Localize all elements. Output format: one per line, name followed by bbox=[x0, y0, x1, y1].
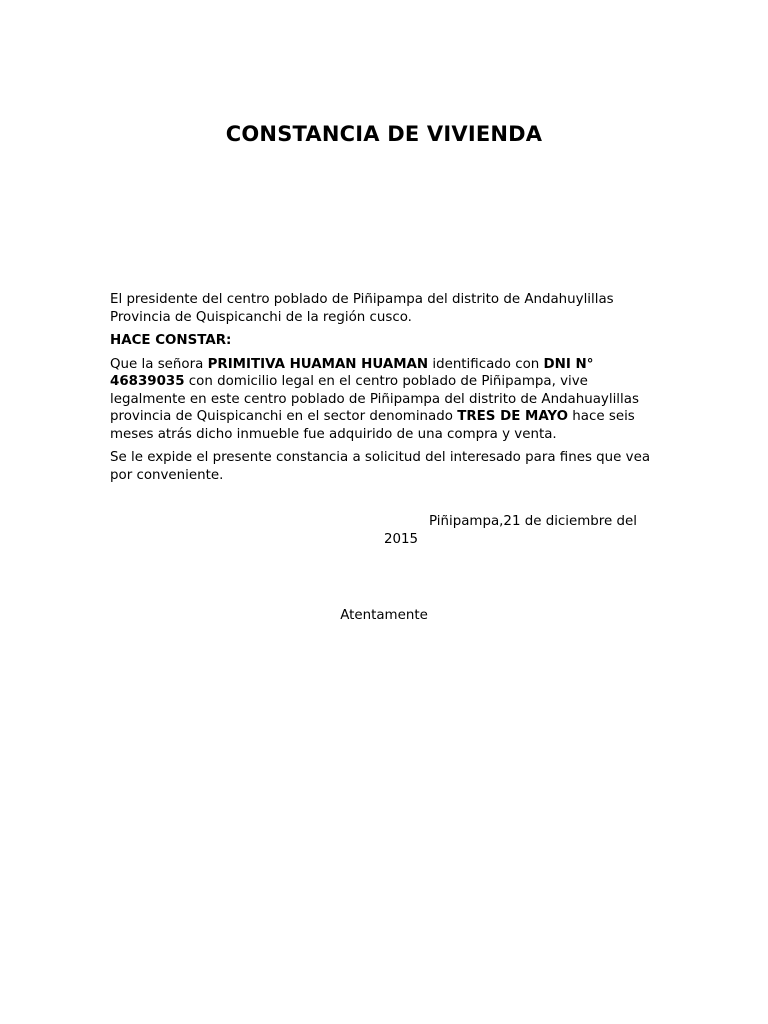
main-text-2: identificado con bbox=[428, 356, 544, 372]
date-line: Piñipampa,21 de diciembre del 2015 bbox=[384, 514, 637, 547]
hace-constar-heading: HACE CONSTAR: bbox=[110, 333, 232, 348]
main-text-4: hace seis meses atrás dicho inmueble fue adquirido de una compra y venta. bbox=[110, 409, 635, 442]
document-body bbox=[110, 291, 658, 490]
sector-name: TRES DE MAYO bbox=[457, 409, 569, 424]
main-text-1: Que la señora bbox=[110, 356, 208, 372]
intro-paragraph: El presidente del centro poblado de Piñipampa del distrito de Andahuylillas Provincia de Quispicanchi de la región cusco. bbox=[110, 292, 614, 325]
closing-text: Atentamente bbox=[340, 608, 428, 623]
main-text-3: con domicilio legal en el centro poblado de Piñipampa, vive legalmente en este centro poblado de Piñipampa del distrito de Andahuaylillas provincia de Quispicanchi en el sector denominado bbox=[110, 374, 639, 424]
purpose-paragraph: Se le expide el presente constancia a solicitud del interesado para fines que vea por conveniente. bbox=[110, 450, 651, 483]
document-title: CONSTANCIA DE VIVIENDA bbox=[225, 122, 543, 146]
person-name: PRIMITIVA HUAMAN HUAMAN bbox=[207, 356, 429, 372]
main-paragraph bbox=[110, 356, 658, 444]
dni-number: DNI N° 46839035 bbox=[110, 356, 594, 389]
